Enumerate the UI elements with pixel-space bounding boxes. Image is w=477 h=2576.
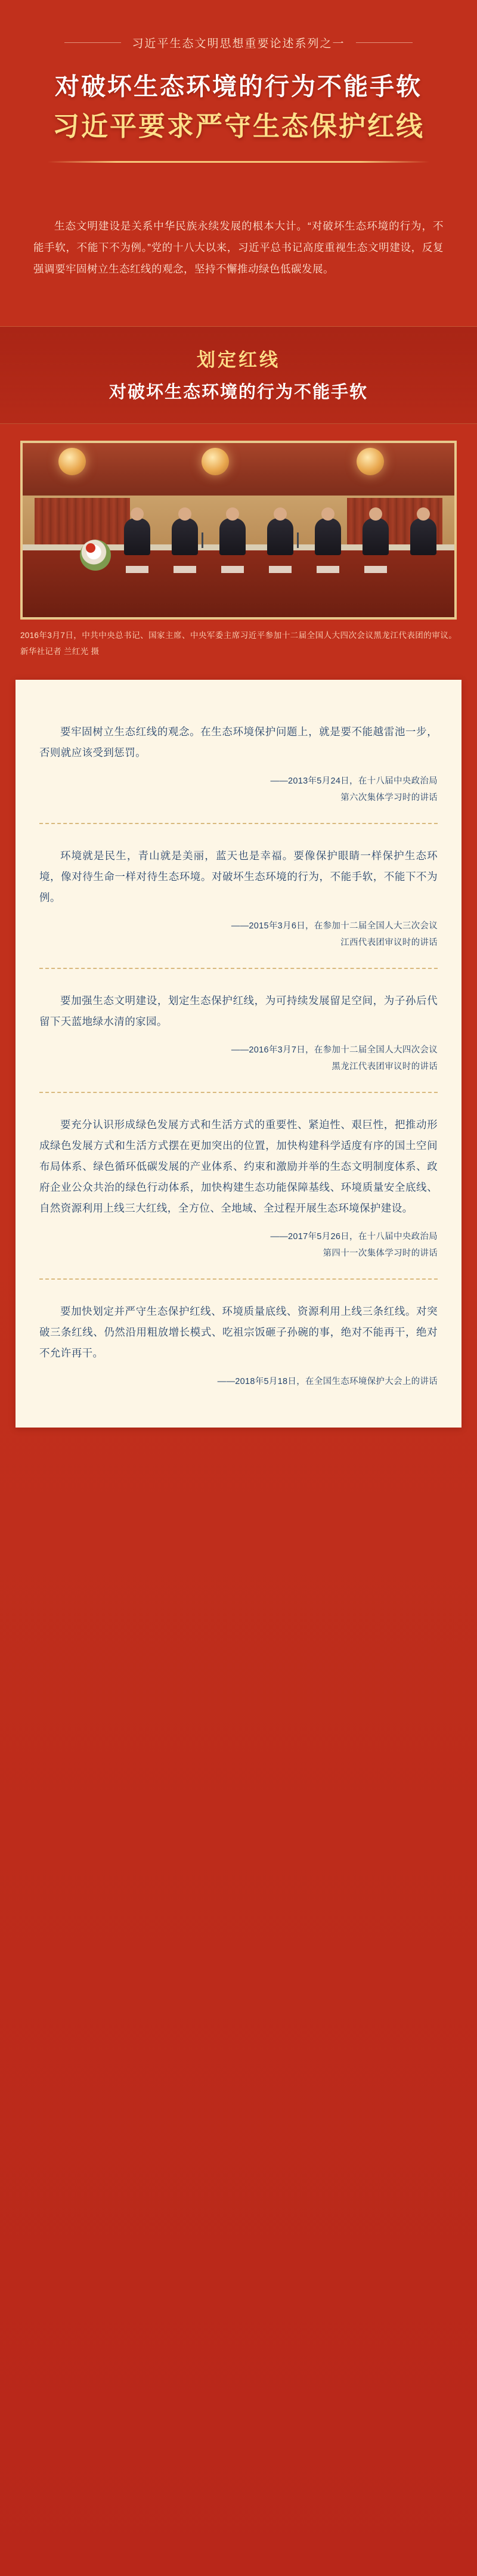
- banner-heading: 划定红线: [197, 349, 280, 371]
- lead-paragraph: 生态文明建设是关系中华民族永续发展的根本大计。“对破坏生态环境的行为，不能手软，不能下不为例。”党的十八大以来，习近平总书记高度重视生态文明建设，反复强调要牢固树立生态红线的观念，坚持不懈推动绿色低碳发展。: [33, 220, 444, 275]
- series-label-row: [0, 35, 477, 51]
- quote-item: [39, 700, 438, 819]
- quote-text: 要加快划定并严守生态保护红线、环境质量底线、资源利用上线三条红线。对突破三条红线、仍然沿用粗放增长模式、吃祖宗饭砸子孙碗的事，绝对不能再干，绝对不允许再干。: [39, 1305, 438, 1359]
- quote-text: 要牢固树立生态红线的观念。在生态环境保护问题上，就是要不能越雷池一步，否则就应该受到惩罚。: [39, 725, 438, 758]
- photo-document: [364, 566, 387, 573]
- quote-item: [39, 969, 438, 1088]
- page-title-line1: 对破坏生态环境的行为不能手软: [55, 73, 422, 100]
- quote-text: 要充分认识形成绿色发展方式和生活方式的重要性、紧迫性、艰巨性，把推动形成绿色发展方式和生活方式摆在更加突出的位置，加快构建科学适度有序的国土空间布局体系、绿色循环低碳发展的产业体系、约束和激励并举的生态文明制度体系、政府企业公众共治的绿色行动体系，加快构建生态功能保障基线、环境质量安全底线、自然资源利用上线三大红线，全方位、全地域、全过程开展生态环境保护建设。: [39, 1118, 438, 1214]
- photo-curtain: [35, 498, 130, 550]
- photo-flower-arrangement: [80, 540, 111, 571]
- photo-microphone-icon: [202, 532, 203, 548]
- photo-document: [221, 566, 244, 573]
- title-divider: [48, 161, 429, 163]
- photo-person: [172, 518, 198, 555]
- photo-person: [267, 518, 293, 555]
- photo-flower-bloom: [86, 543, 95, 553]
- quote-card: [16, 680, 461, 1428]
- quote-text: 要加强生态文明建设，划定生态保护红线，为可持续发展留足空间，为子孙后代留下天蓝地绿水清的家园。: [39, 994, 438, 1027]
- meeting-photo: [20, 441, 457, 620]
- banner-subheading: 对破坏生态环境的行为不能手软: [109, 383, 368, 402]
- section-banner: [0, 326, 477, 424]
- series-rule-right: [356, 42, 413, 43]
- quote-source-line1: ——2013年5月24日，在十八届中央政治局: [270, 776, 438, 786]
- page-header: [0, 0, 477, 183]
- quote-source-line2: 黑龙江代表团审议时的讲话: [332, 1061, 438, 1072]
- photo-document: [126, 566, 148, 573]
- quote-source-line1: ——2016年3月7日，在参加十二届全国人大四次会议: [231, 1045, 438, 1055]
- quote-source-line1: ——2015年3月6日，在参加十二届全国人大三次会议: [231, 921, 438, 931]
- series-label: 习近平生态文明思想重要论述系列之一: [132, 38, 345, 50]
- photo-person: [124, 518, 150, 555]
- quote-source: [39, 1229, 438, 1262]
- quote-source: [39, 1374, 438, 1391]
- quote-source: [39, 773, 438, 806]
- quote-source-line2: 第六次集体学习时的讲话: [340, 792, 438, 803]
- photo-ceiling: [23, 443, 454, 500]
- photo-person: [410, 518, 436, 555]
- photo-microphone-icon: [297, 532, 299, 548]
- quote-item: [39, 1280, 438, 1404]
- quote-source: [39, 1042, 438, 1075]
- photo-document: [174, 566, 196, 573]
- quote-source-line1: ——2017年5月26日，在十八届中央政治局: [270, 1232, 438, 1242]
- photo-document: [269, 566, 292, 573]
- photo-person: [315, 518, 341, 555]
- photo-caption: 2016年3月7日，中共中央总书记、国家主席、中央军委主席习近平参加十二届全国人大四次会议黑龙江代表团的审议。 新华社记者 兰红光 摄: [20, 631, 457, 656]
- footer-strip: [0, 1451, 477, 1467]
- photo-document: [317, 566, 339, 573]
- lead-section: [0, 183, 477, 303]
- photo-person: [363, 518, 389, 555]
- photo-person: [219, 518, 246, 555]
- quote-source-line2: 第四十一次集体学习时的讲话: [323, 1248, 438, 1258]
- quote-item: [39, 824, 438, 964]
- quote-text: 环境就是民生，青山就是美丽，蓝天也是幸福。要像保护眼睛一样保护生态环境，像对待生命一样对待生态环境。对破坏生态环境的行为，不能手软，不能下不为例。: [39, 849, 438, 903]
- page-title-line2: 习近平要求严守生态保护红线: [52, 110, 425, 141]
- quote-source: [39, 918, 438, 951]
- quote-source-line1: ——2018年5月18日，在全国生态环境保护大会上的讲话: [217, 1377, 438, 1387]
- quote-item: [39, 1093, 438, 1275]
- quote-source-line2: 江西代表团审议时的讲话: [340, 937, 438, 948]
- series-rule-left: [64, 42, 121, 43]
